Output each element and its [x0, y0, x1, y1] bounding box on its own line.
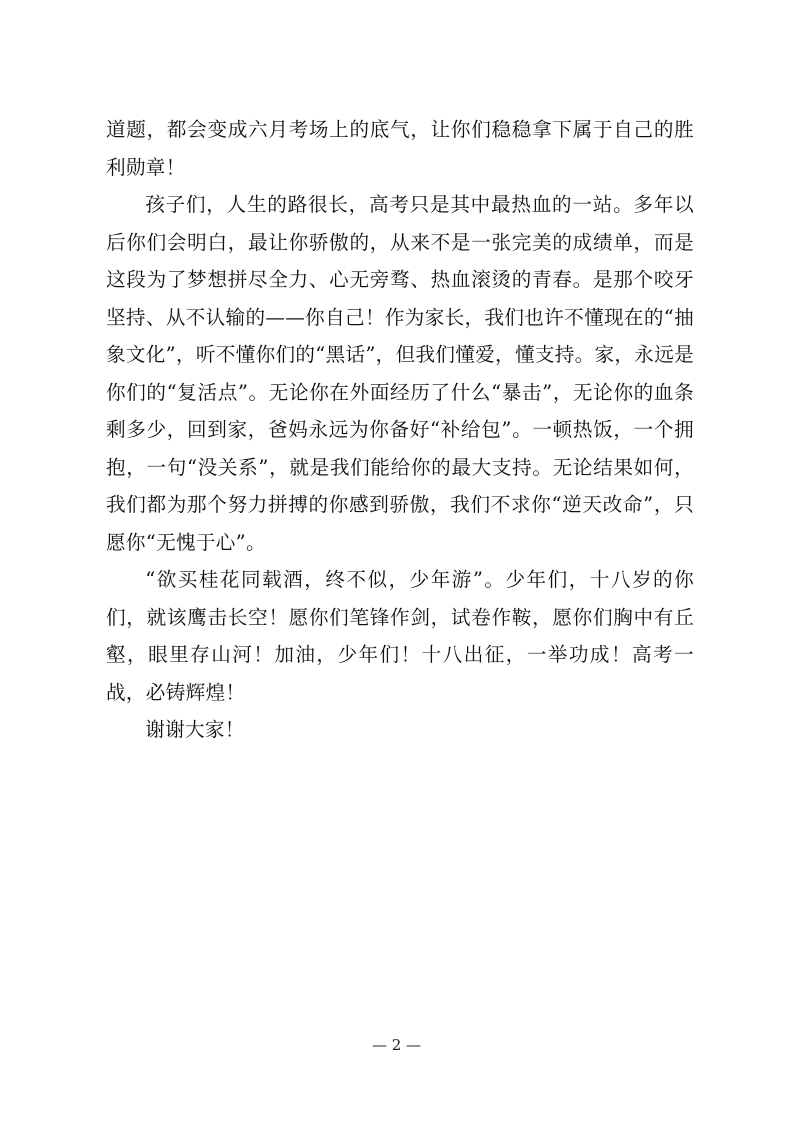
- paragraph-encouragement: “欲买桂花同载酒，终不似，少年游”。少年们，十八岁的你们，就该鹰击长空！愿你们笔锋作剑，试卷作鞍，愿你们胸中有丘壑，眼里存山河！加油，少年们！十八出征，一举功成！高考一战，必铸辉煌！: [106, 568, 694, 704]
- paragraph-closing: 谢谢大家！: [145, 718, 245, 741]
- paragraph-continuation: 道题，都会变成六月考场上的底气，让你们稳稳拿下属于自己的胜利勋章！: [106, 118, 694, 179]
- paragraph-family-support: 孩子们，人生的路很长，高考只是其中最热血的一站。多年以后你们会明白，最让你骄傲的，从来不是一张完美的成绩单，而是这段为了梦想拼尽全力、心无旁骛、热血滚烫的青春。是那个咬牙坚持、从不认输的——你自己！作为家长，我们也许不懂现在的“抽象文化”，听不懂你们的“黑话”，但我们懂爱，懂支持。家，永远是你们的“复活点”。无论你在外面经历了什么“暴击”，无论你的血条剩多少，回到家，爸妈永远为你备好“补给包”。一顿热饭，一个拥抱，一句“没关系”，就是我们能给你的最大支持。无论结果如何，我们都为那个努力拼搏的你感到骄傲，我们不求你“逆天改命”，只愿你“无愧于心”。: [106, 193, 694, 554]
- document-body: [106, 111, 694, 749]
- page-number: — 2 —: [371, 1036, 422, 1054]
